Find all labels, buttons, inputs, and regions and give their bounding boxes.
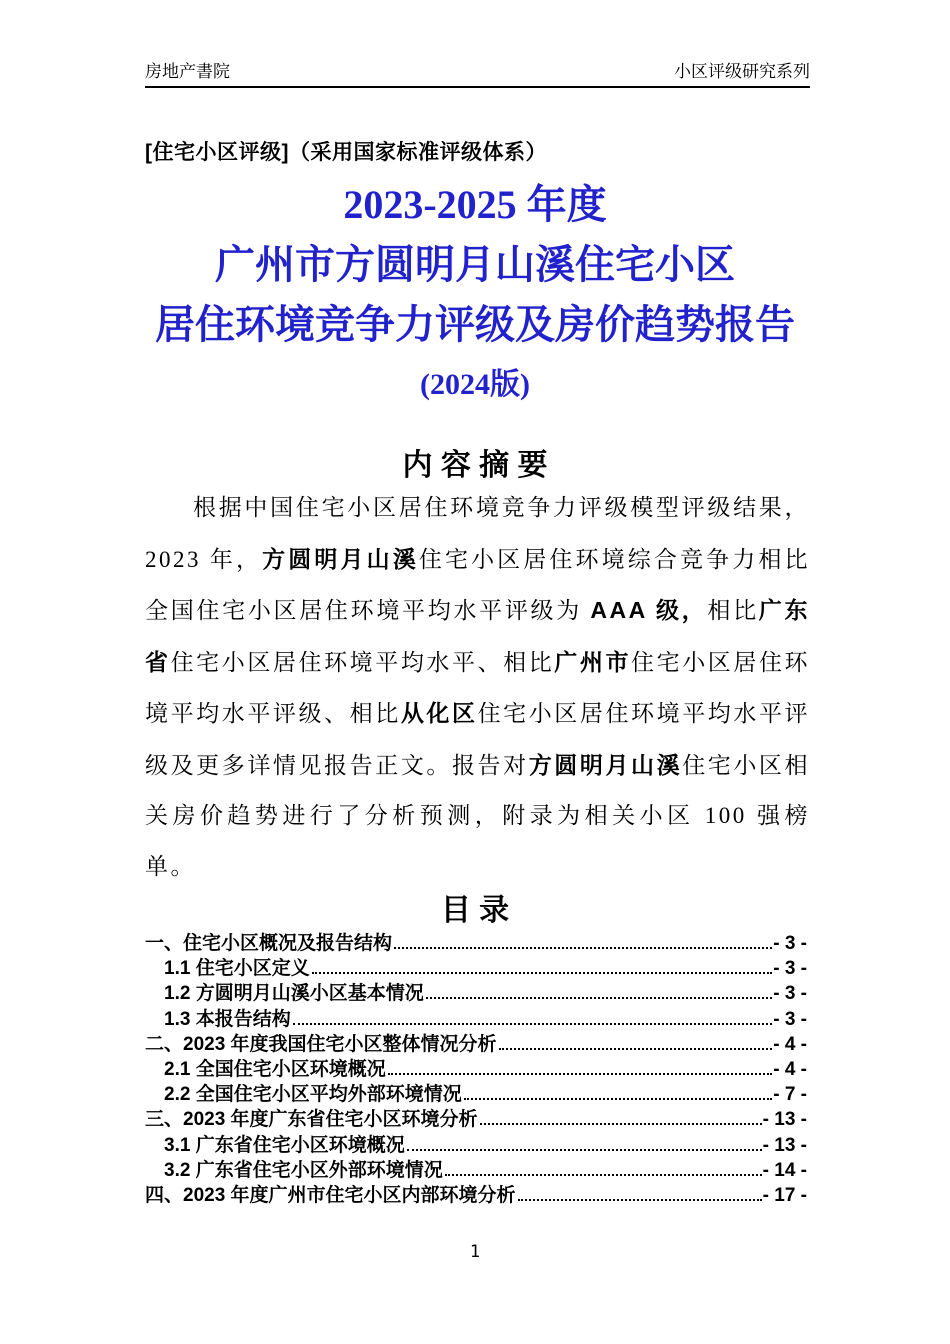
abstract-segment: 根据中国住宅小区居住环境竞争力评级模型评级结果，2023 年， [145,495,810,572]
toc-dot-leader [499,1048,773,1050]
toc-dot-leader [426,997,773,999]
toc-entry-label: 1.3 本报告结构 [164,1008,291,1030]
toc-entry-label: 四、2023 年度广州市住宅小区内部环境分析 [145,1184,516,1206]
toc-entry[interactable] [145,1032,807,1057]
toc-entry-label: 2.2 全国住宅小区平均外部环境情况 [164,1084,462,1106]
abstract-segment: 方圆明月山溪 [262,545,419,572]
toc-entry-page: - 17 - [762,1184,807,1206]
toc-entry-page: - 13 - [762,1109,807,1131]
header-left-text: 房地产書院 [145,62,230,81]
abstract-segment: 从化区 [400,700,478,726]
toc-entry[interactable] [145,1158,807,1183]
toc-heading: 目 录 [440,894,510,927]
document-header [145,60,810,88]
toc-entry[interactable] [145,981,807,1006]
toc-entry-page: - 3 - [773,958,807,980]
abstract-segment: 住宅小区相关房价趋势进行了分析预测，附录为相关小区 100 强榜单。 [145,752,811,879]
toc-entry-page: - 4 - [773,1033,807,1055]
toc-entry-label: 3.2 广东省住宅小区外部环境情况 [164,1159,443,1181]
toc-entry[interactable] [145,1082,807,1107]
toc-dot-leader [312,972,773,974]
abstract-segment: 相比 [707,598,759,623]
toc-entry[interactable] [145,956,807,981]
abstract-segment: 方圆明月山溪 [528,751,683,778]
toc-dot-leader [464,1098,773,1100]
toc-entry-label: 1.2 方圆明月山溪小区基本情况 [164,983,424,1005]
toc-list [145,931,807,1208]
toc-entry-label: 1.1 住宅小区定义 [164,958,310,980]
toc-dot-leader [388,1073,773,1075]
rating-system-note: [住宅小区评级]（采用国家标准评级体系） [145,141,547,164]
toc-entry[interactable] [145,1133,807,1158]
title-community-name: 广州市方圆明月山溪住宅小区 [215,242,735,287]
toc-entry[interactable] [145,1107,807,1132]
toc-entry-page: - 3 - [773,933,807,954]
page-number: 1 [469,1242,481,1262]
title-report-name: 居住环境竞争力评级及房价趋势报告 [155,302,795,347]
toc-entry-page: - 3 - [773,983,807,1005]
abstract-segment: 住宅小区居住环境综合竞争力相比全国住宅小区居住环境平均水平评级为 [145,546,811,623]
title-edition: (2024版) [420,368,530,401]
toc-dot-leader [407,1149,762,1151]
abstract-segment: 广东省 [145,597,810,675]
toc-dot-leader [394,947,772,949]
toc-dot-leader [445,1174,762,1176]
toc-entry-label: 二、2023 年度我国住宅小区整体情况分析 [145,1033,497,1055]
abstract-segment: AAA 级， [590,597,708,623]
toc-entry-page: - 3 - [773,1008,807,1030]
toc-dot-leader [518,1199,762,1201]
cover-title-block [0,175,950,415]
toc-entry[interactable] [145,1057,807,1082]
title-year-range: 2023-2025 年度 [343,182,607,227]
abstract-segment: 住宅小区居住环境平均水平、相比 [170,649,555,675]
toc-entry[interactable] [145,1007,807,1032]
abstract-segment: 广州市 [554,648,632,675]
toc-entry-label: 一、住宅小区概况及报告结构 [145,933,393,954]
abstract-paragraph [145,483,810,892]
toc-entry[interactable] [145,931,807,956]
toc-dot-leader [293,1023,773,1025]
toc-entry-label: 2.1 全国住宅小区环境概况 [164,1058,386,1080]
toc-entry-label: 3.1 广东省住宅小区环境概况 [164,1134,405,1156]
abstract-segment: 住宅小区居住环境平均水平评级、相比 [145,649,811,726]
toc-dot-leader [480,1123,762,1125]
toc-entry-page: - 14 - [762,1159,807,1181]
toc-entry[interactable] [145,1183,807,1208]
toc-entry-page: - 4 - [773,1058,807,1080]
header-right-text: 小区评级研究系列 [674,62,810,81]
toc-entry-page: - 13 - [762,1134,807,1156]
abstract-segment: 住宅小区居住环境平均水平评级及更多详情见报告正文。报告对 [145,701,811,778]
abstract-heading: 内 容 摘 要 [402,449,548,482]
toc-entry-page: - 7 - [773,1084,807,1106]
toc-entry-label: 三、2023 年度广东省住宅小区环境分析 [145,1109,478,1131]
